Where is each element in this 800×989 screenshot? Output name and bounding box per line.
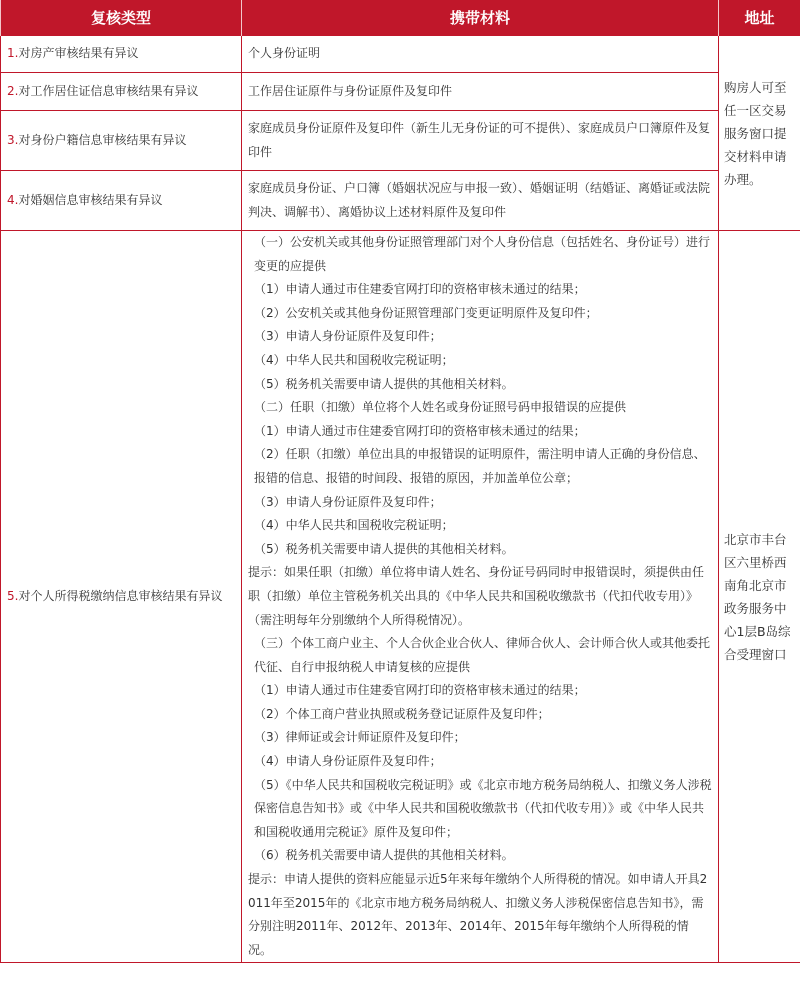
materials-cell: 工作居住证原件与身份证原件及复印件 (242, 73, 719, 111)
material-line: （1）申请人通过市住建委官网打印的资格审核未通过的结果； (254, 683, 586, 698)
row-number: 2. (7, 83, 19, 98)
materials-cell: 家庭成员身份证原件及复印件（新生儿无身份证的可不提供）、家庭成员户口簿原件及复印件 (242, 111, 719, 171)
material-line: （一）公安机关或其他身份证照管理部门对个人身份信息（包括姓名、身份证号）进行变更的应提供 (254, 235, 711, 273)
material-line: （5）税务机关需要申请人提供的其他相关材料。 (254, 541, 514, 556)
review-type-cell (1, 171, 242, 231)
row-number: 3. (7, 132, 19, 147)
review-type-text: 对身份户籍信息审核结果有异议 (18, 132, 187, 147)
review-type-text: 对工作居住证信息审核结果有异议 (18, 83, 199, 98)
material-line: （4）中华人民共和国税收完税证明； (254, 352, 454, 367)
table-header-row (1, 0, 800, 36)
material-line: （2）公安机关或其他身份证照管理部门变更证明原件及复印件； (254, 305, 598, 320)
review-type-cell (1, 36, 242, 73)
review-type-text: 对房产审核结果有异议 (18, 46, 139, 61)
header-review-type: 复核类型 (1, 0, 242, 36)
material-line: （3）律师证或会计师证原件及复印件； (254, 730, 466, 745)
material-line: （2）个体工商户营业执照或税务登记证原件及复印件； (254, 706, 550, 721)
row-number: 1. (7, 46, 19, 61)
material-note: 提示：申请人提供的资料应能显示近5年来每年缴纳个人所得税的情况。如申请人开具2011年至2015年的《北京市地方税务局纳税人、扣缴义务人涉税保密信息告知书》，需分别注明2011年、2012年、2013年、2014年、2015年每年缴纳个人所得税的情况。 (248, 872, 708, 957)
material-line: （6）税务机关需要申请人提供的其他相关材料。 (254, 848, 514, 863)
material-line: （4）申请人身份证原件及复印件； (254, 754, 442, 769)
materials-cell: 家庭成员身份证、户口簿（婚姻状况应与申报一致）、婚姻证明（结婚证、离婚证或法院判决、调解书）、离婚协议上述材料原件及复印件 (242, 171, 719, 231)
review-type-cell (1, 231, 242, 963)
address-cell: 购房人可至任一区交易服务窗口提交材料申请办理。 (719, 36, 800, 231)
table-row (1, 231, 800, 963)
review-type-cell (1, 73, 242, 111)
review-type-cell (1, 111, 242, 171)
material-line: （三）个体工商户业主、个人合伙企业合伙人、律师合伙人、会计师合伙人或其他委托代征、自行申报纳税人申请复核的应提供 (254, 636, 711, 674)
material-line: （1）申请人通过市住建委官网打印的资格审核未通过的结果； (254, 423, 586, 438)
material-line: （2）任职（扣缴）单位出具的申报错误的证明原件，需注明申请人正确的身份信息、报错的信息、报错的时间段、报错的原因，并加盖单位公章； (254, 447, 706, 485)
address-cell: 北京市丰台区六里桥西南角北京市政务服务中心1层B岛综合受理窗口 (719, 231, 800, 963)
materials-cell: 个人身份证明 (242, 36, 719, 73)
material-line: （4）中华人民共和国税收完税证明； (254, 518, 454, 533)
material-note: 提示：如果任职（扣缴）单位将申请人姓名、身份证号码同时申报错误时，须提供由任职（扣缴）单位主管税务机关出具的《中华人民共和国税收缴款书（代扣代收专用）》（需注明每年分别缴纳个人所得税情况）。 (248, 565, 705, 627)
review-type-text: 对婚姻信息审核结果有异议 (18, 192, 163, 207)
table-row (1, 36, 800, 73)
material-line: （5）税务机关需要申请人提供的其他相关材料。 (254, 376, 514, 391)
table-row (1, 171, 800, 231)
header-materials: 携带材料 (242, 0, 719, 36)
material-line: （1）申请人通过市住建委官网打印的资格审核未通过的结果； (254, 282, 586, 297)
table-row (1, 73, 800, 111)
material-line: （3）申请人身份证原件及复印件； (254, 494, 442, 509)
row-number: 5. (7, 588, 19, 603)
material-line: （5）《中华人民共和国税收完税证明》或《北京市地方税务局纳税人、扣缴义务人涉税保密信息告知书》或《中华人民共和国税收缴款书（代扣代收专用）》或《中华人民共和国税收通用完税证》原件及复印件； (254, 777, 712, 839)
material-line: （3）申请人身份证原件及复印件； (254, 329, 442, 344)
material-line: （二）任职（扣缴）单位将个人姓名或身份证照号码申报错误的应提供 (254, 400, 627, 415)
header-address: 地址 (719, 0, 800, 36)
table-row (1, 111, 800, 171)
row-number: 4. (7, 192, 19, 207)
review-type-text: 对个人所得税缴纳信息审核结果有异议 (18, 588, 223, 603)
materials-cell (242, 231, 719, 963)
